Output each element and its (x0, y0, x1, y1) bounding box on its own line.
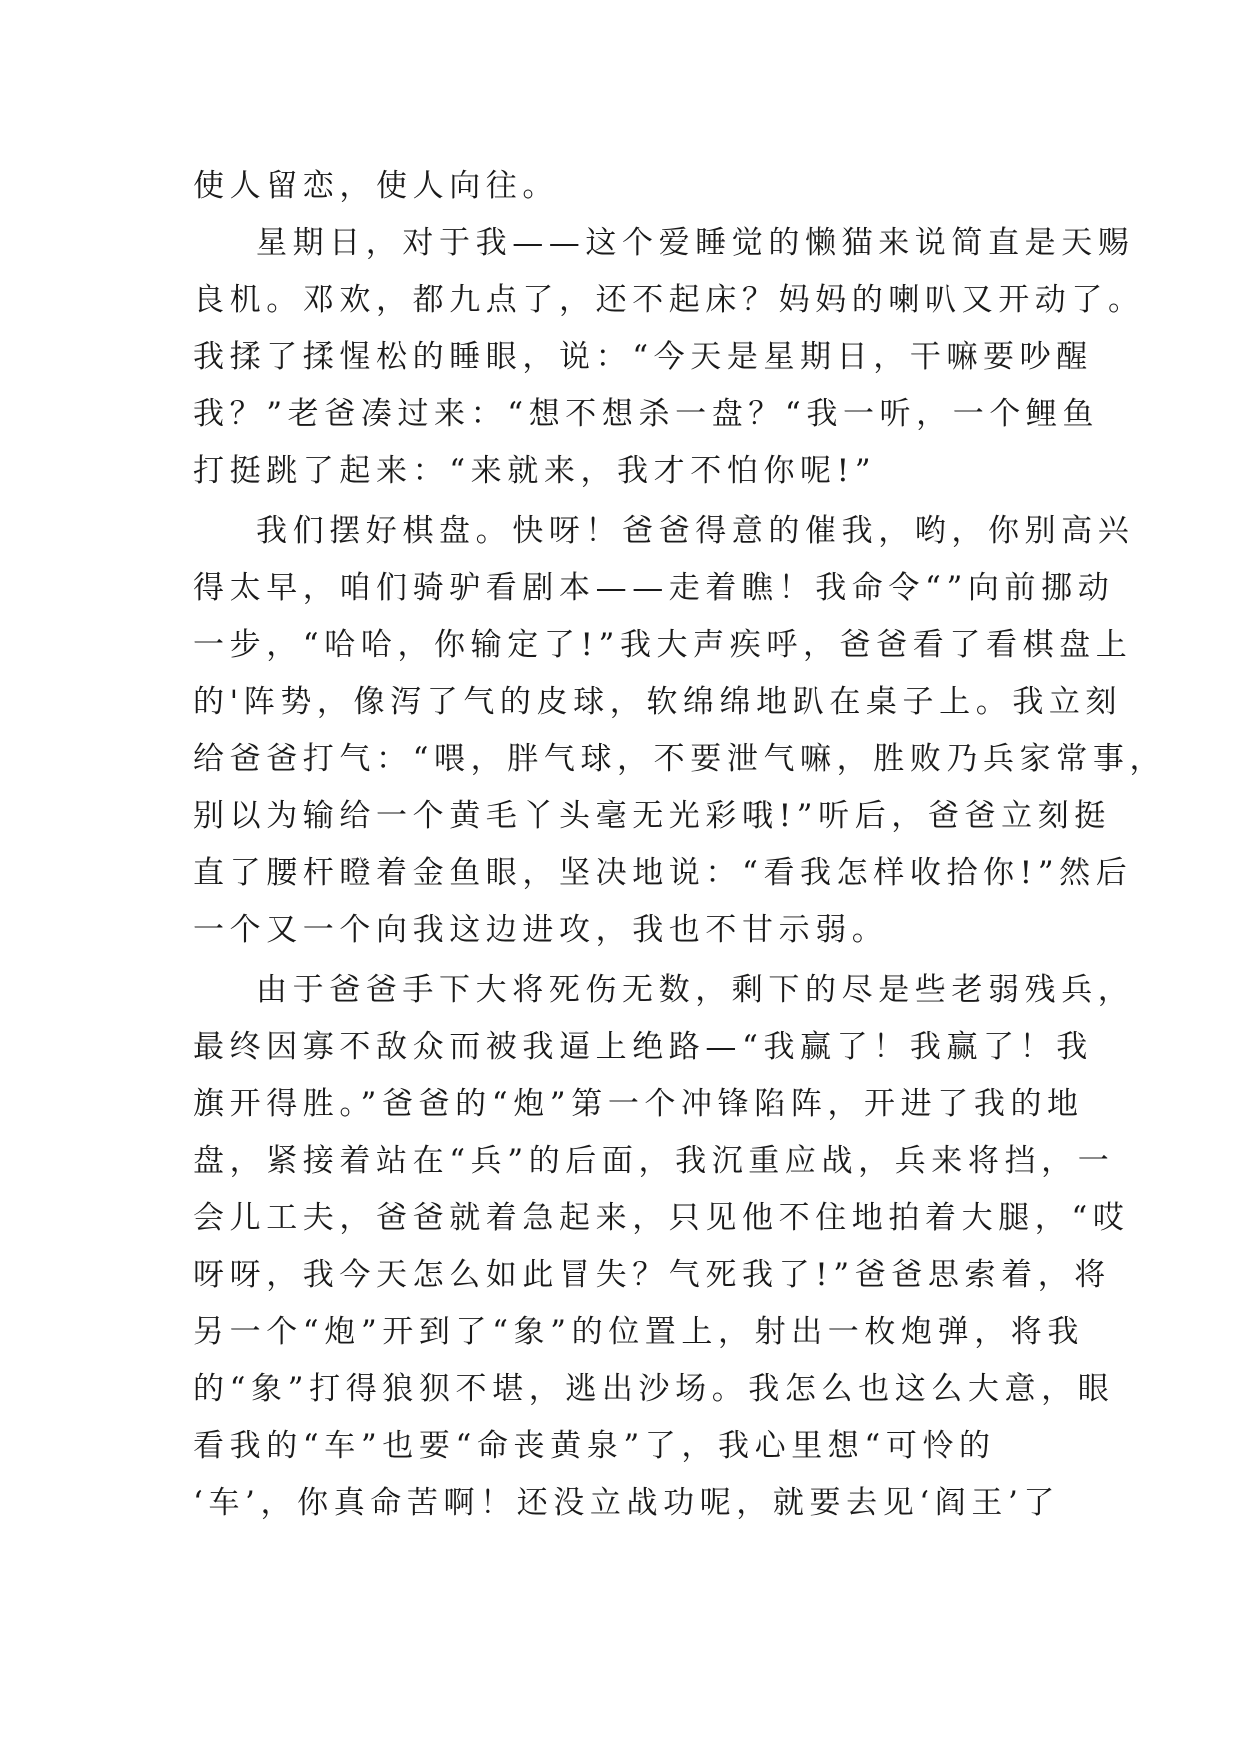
text-line: 一个又一个向我这边进攻，我也不甘示弱。 (193, 912, 889, 948)
text-line: 呀呀，我今天怎么如此冒失？气死我了!”爸爸思索着，将 (193, 1257, 1111, 1293)
text-line: 一步，“哈哈，你输定了!”我大声疾呼，爸爸看了看棋盘上 (193, 627, 1133, 663)
text-line: ‘车’，你真命苦啊！还没立战功呢，就要去见‘阎王’了 (193, 1485, 1061, 1521)
text-line: 打挺跳了起来：“来就来，我才不怕你呢!” (193, 453, 877, 489)
text-line: 会儿工夫，爸爸就着急起来，只见他不住地拍着大腿，“哎 (193, 1200, 1130, 1236)
text-line: 另一个“炮”开到了“象”的位置上，射出一枚炮弹，将我 (193, 1314, 1084, 1350)
text-line: 盘，紧接着站在“兵”的后面，我沉重应战，兵来将挡，一 (193, 1143, 1115, 1179)
text-line: 别以为输给一个黄毛丫头毫无光彩哦!”听后，爸爸立刻挺 (193, 798, 1111, 834)
text-line: 旗开得胜。”爸爸的“炮”第一个冲锋陷阵，开进了我的地 (193, 1086, 1084, 1122)
text-line: 我？”老爸凑过来：“想不想杀一盘？“我一听，一个鲤鱼 (193, 396, 1100, 432)
paragraph-start-line: 由于爸爸手下大将死伤无数，剩下的尽是些老弱残兵， (256, 972, 1135, 1008)
text-line: 看我的“车”也要“命丧黄泉”了，我心里想“可怜的 (193, 1428, 996, 1464)
text-line: 我揉了揉惺松的睡眼，说：“今天是星期日，干嘛要吵醒 (193, 339, 1093, 375)
text-line: 最终因寡不敌众而被我逼上绝路—“我赢了！我赢了！我 (193, 1029, 1093, 1065)
paragraph-start-line: 我们摆好棋盘。快呀！爸爸得意的催我，哟，你别高兴 (256, 513, 1135, 549)
text-line: 给爸爸打气：“喂，胖气球，不要泄气嘛，胜败乃兵家常事， (193, 741, 1167, 777)
text-line: 的'阵势，像泻了气的皮球，软绵绵地趴在桌子上。我立刻 (193, 684, 1123, 720)
text-line: 的“象”打得狼狈不堪，逃出沙场。我怎么也这么大意，眼 (193, 1371, 1115, 1407)
text-line: 得太早，咱们骑驴看剧本——走着瞧！我命令“”向前挪动 (193, 570, 1115, 606)
text-line: 使人留恋，使人向往。 (193, 168, 559, 204)
paragraph-start-line: 星期日，对于我——这个爱睡觉的懒猫来说简直是天赐 (256, 225, 1135, 261)
text-line: 直了腰杆瞪着金鱼眼，坚决地说：“看我怎样收拾你!”然后 (193, 855, 1133, 891)
text-line: 良机。邓欢，都九点了，还不起床？妈妈的喇叭又开动了。 (193, 282, 1145, 318)
